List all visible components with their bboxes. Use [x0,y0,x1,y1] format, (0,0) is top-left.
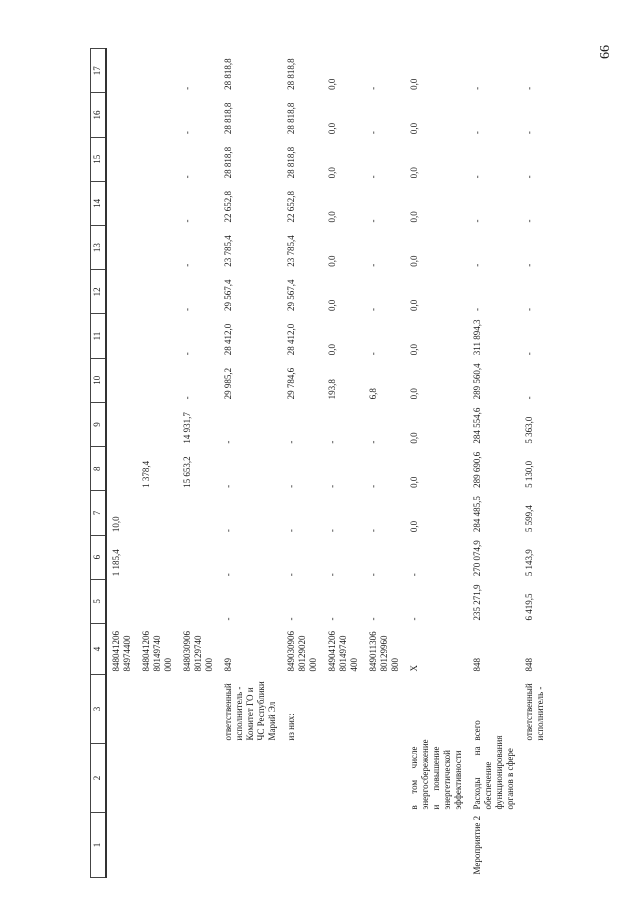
cell-col-6 [178,535,219,579]
cell-col-2 [520,744,550,813]
table-body [106,49,550,878]
cell-col-16 [106,93,137,137]
cell-col-3 [364,675,405,744]
cell-col-13: - [524,263,534,267]
cell-col-15: 28 818,8 [286,146,296,179]
cell-col-16: 0,0 [409,122,419,135]
column-header-4: 4 [91,624,107,675]
cell-col-3: ответственный исполнитель - Комитет ГО и ЧС Республики Марий Эл [223,681,277,741]
cell-col-14: 22 652,8 [286,191,296,223]
cell-col-5: - [409,617,419,621]
column-header-6: 6 [91,535,107,579]
cell-col-1 [178,813,219,878]
cell-col-4: 848041206 84974400 [111,631,132,672]
cell-col-11: - [524,352,534,356]
cell-col-7: - [368,529,378,533]
cell-col-11: 311 894,3 [472,319,482,356]
cell-col-6: - [327,573,337,577]
table-row [468,49,520,878]
cell-col-16: - [472,131,482,135]
cell-col-12: 0,0 [327,299,337,311]
cell-col-14 [137,181,178,225]
cell-col-2 [282,744,323,813]
cell-col-6: - [286,573,296,577]
cell-col-17: - [524,86,534,90]
cell-col-8 [106,447,137,491]
cell-col-9 [137,402,178,446]
cell-col-17: - [368,86,378,90]
cell-col-9: 284 554,6 [472,407,482,444]
column-header-7: 7 [91,491,107,535]
cell-col-17: 28 818,8 [286,58,296,90]
cell-col-5: - [286,617,296,621]
cell-col-11: 0,0 [409,343,419,356]
cell-col-10: 29 784,6 [286,367,296,400]
column-header-8: 8 [91,447,107,491]
cell-col-16 [137,93,178,137]
column-header-14: 14 [91,181,107,225]
cell-col-10: - [524,396,534,400]
column-header-9: 9 [91,402,107,446]
cell-col-14: - [524,219,534,223]
cell-col-17: - [472,86,482,90]
cell-col-4: 848030906 80129740 000 [182,631,214,672]
cell-col-12: - [524,307,534,311]
cell-col-7 [178,491,219,535]
cell-col-8: 0,0 [409,476,419,488]
cell-col-15: - [368,175,378,179]
cell-col-10 [106,358,137,402]
cell-col-3: из них: [286,713,296,741]
cell-col-7 [137,491,178,535]
table-row [137,49,178,878]
cell-col-7: - [223,529,233,533]
cell-col-6: 270 074,9 [472,540,482,577]
cell-col-9: - [223,440,233,444]
cell-col-5: - [223,617,233,621]
cell-col-3 [323,675,364,744]
cell-col-11: - [182,352,192,356]
cell-col-1 [364,813,405,878]
column-number-row [91,49,107,878]
cell-col-10: - [182,396,192,400]
cell-col-15: - [472,175,482,179]
cell-col-5 [137,579,178,623]
table-row [364,49,405,878]
cell-col-8: 289 690,6 [472,451,482,488]
cell-col-4: 848 [472,658,482,672]
cell-col-16: - [368,131,378,135]
cell-col-11: - [368,352,378,356]
cell-col-13 [137,226,178,270]
cell-col-14: 22 652,8 [223,191,233,223]
cell-col-6: - [223,573,233,577]
cell-col-4: 849041206 80149740 400 [327,631,359,672]
cell-col-10: 193,8 [327,379,337,400]
cell-col-13: 0,0 [409,255,419,267]
cell-col-16: 28 818,8 [223,102,233,135]
cell-col-1 [520,813,550,878]
cell-col-7: - [327,529,337,533]
cell-col-8: 5 130,0 [524,460,534,488]
cell-col-13: 23 785,4 [286,235,296,267]
cell-col-10 [137,358,178,402]
cell-col-8: - [368,484,378,488]
page-number: 66 [598,45,613,59]
cell-col-12 [137,270,178,314]
cell-col-17: - [182,86,192,90]
column-header-2: 2 [91,744,107,813]
cell-col-15: - [524,175,534,179]
cell-col-15: 0,0 [409,167,419,179]
cell-col-12: - [472,307,482,311]
cell-col-10: 6,8 [368,388,378,400]
column-header-15: 15 [91,137,107,181]
cell-col-12: 29 567,4 [286,279,296,311]
cell-col-5: - [368,617,378,621]
cell-col-5 [106,579,137,623]
cell-col-4: 848041206 80149740 000 [141,631,173,672]
cell-col-15: 0,0 [327,167,337,179]
cell-col-2: Расходы на обеспечение функционирования органов в сфере [472,735,515,810]
cell-col-3: ответственный исполнитель - [524,683,545,741]
cell-col-10: 29 985,2 [223,367,233,400]
cell-col-5 [178,579,219,623]
cell-col-8: - [223,484,233,488]
cell-col-1 [106,813,137,878]
cell-col-4: 848 [524,658,534,672]
cell-col-7: 284 485,5 [472,496,482,533]
cell-col-9: 5 363,0 [524,416,534,444]
budget-table-rotated [90,48,620,878]
cell-col-3 [405,675,468,744]
cell-col-7: - [286,529,296,533]
column-header-12: 12 [91,270,107,314]
cell-col-2: в том числе энергосбережение и повышение энергетической эффективности [409,739,463,810]
cell-col-10: 289 560,4 [472,363,482,400]
cell-col-15 [106,137,137,181]
cell-col-17 [137,49,178,93]
table-row [323,49,364,878]
cell-col-16: 0,0 [327,122,337,135]
cell-col-2 [364,744,405,813]
cell-col-9: - [286,440,296,444]
table-row [282,49,323,878]
cell-col-9 [106,402,137,446]
cell-col-6: - [409,573,419,577]
cell-col-17 [106,49,137,93]
cell-col-8: - [327,484,337,488]
cell-col-14: - [182,219,192,223]
cell-col-4: 849030906 80129020 000 [286,631,318,672]
cell-col-3 [106,675,137,744]
table-header [91,49,107,878]
table-row [405,49,468,878]
cell-col-14 [106,181,137,225]
cell-col-15: - [182,175,192,179]
cell-col-11: 28 412,0 [286,323,296,356]
cell-col-2 [106,744,137,813]
cell-col-13: 0,0 [327,255,337,267]
cell-col-6: 1 185,4 [111,549,121,577]
cell-col-1 [137,813,178,878]
cell-col-15: 28 818,8 [223,146,233,179]
cell-col-9: - [368,440,378,444]
cell-col-6: 5 143,9 [524,549,534,577]
cell-col-14: - [368,219,378,223]
cell-col-4: 849011306 80129960 800 [368,631,400,672]
cell-col-1: Мероприятие 2 [472,815,482,875]
cell-col-16: 28 818,8 [286,102,296,135]
cell-col-12: - [182,307,192,311]
table-row [106,49,137,878]
cell-col-8: 15 653,2 [182,456,192,488]
cell-col-9: 0,0 [409,432,419,444]
cell-col-3 [137,675,178,744]
cell-col-9: 14 931,7 [182,412,192,444]
cell-col-11: 0,0 [327,343,337,356]
cell-col-4: 849 [223,658,233,672]
cell-col-4: X [409,665,419,672]
cell-col-17: 0,0 [409,78,419,90]
column-header-5: 5 [91,579,107,623]
cell-col-8: 1 378,4 [141,460,151,488]
cell-col-13: - [472,263,482,267]
column-header-17: 17 [91,49,107,93]
cell-col-17: 28 818,8 [223,58,233,90]
cell-col-2 [219,744,282,813]
cell-col-1 [405,813,468,878]
cell-col-13: - [368,263,378,267]
cell-col-16: - [182,131,192,135]
column-header-16: 16 [91,93,107,137]
budget-table [90,48,550,878]
table-row [219,49,282,878]
cell-col-2 [137,744,178,813]
cell-col-3 [178,675,219,744]
cell-col-5: 6 419,5 [524,593,534,621]
cell-col-16: - [524,131,534,135]
cell-col-12 [106,270,137,314]
cell-col-11 [137,314,178,358]
column-header-1: 1 [91,813,107,878]
cell-col-12: 0,0 [409,299,419,311]
cell-col-11: 28 412,0 [223,323,233,356]
cell-col-7: 5 599,4 [524,505,534,533]
cell-col-3: всего [472,720,482,741]
cell-col-1 [219,813,282,878]
column-header-10: 10 [91,358,107,402]
cell-col-12: - [368,307,378,311]
cell-col-11 [106,314,137,358]
cell-col-6 [137,535,178,579]
cell-col-7: 10,0 [111,516,121,533]
cell-col-13: - [182,263,192,267]
cell-col-14: - [472,219,482,223]
cell-col-6: - [368,573,378,577]
cell-col-10: 0,0 [409,388,419,400]
column-header-13: 13 [91,226,107,270]
cell-col-17: 0,0 [327,78,337,90]
column-header-3: 3 [91,675,107,744]
cell-col-13: 23 785,4 [223,235,233,267]
table-row [520,49,550,878]
cell-col-7: 0,0 [409,520,419,533]
cell-col-14: 0,0 [327,211,337,223]
column-header-11: 11 [91,314,107,358]
cell-col-15 [137,137,178,181]
cell-col-5: 235 271,9 [472,584,482,621]
cell-col-8: - [286,484,296,488]
table-row [178,49,219,878]
cell-col-12: 29 567,4 [223,279,233,311]
cell-col-9: - [327,440,337,444]
cell-col-1 [282,813,323,878]
cell-col-5: - [327,617,337,621]
cell-col-13 [106,226,137,270]
cell-col-2 [178,744,219,813]
cell-col-2 [323,744,364,813]
cell-col-14: 0,0 [409,211,419,223]
cell-col-1 [323,813,364,878]
